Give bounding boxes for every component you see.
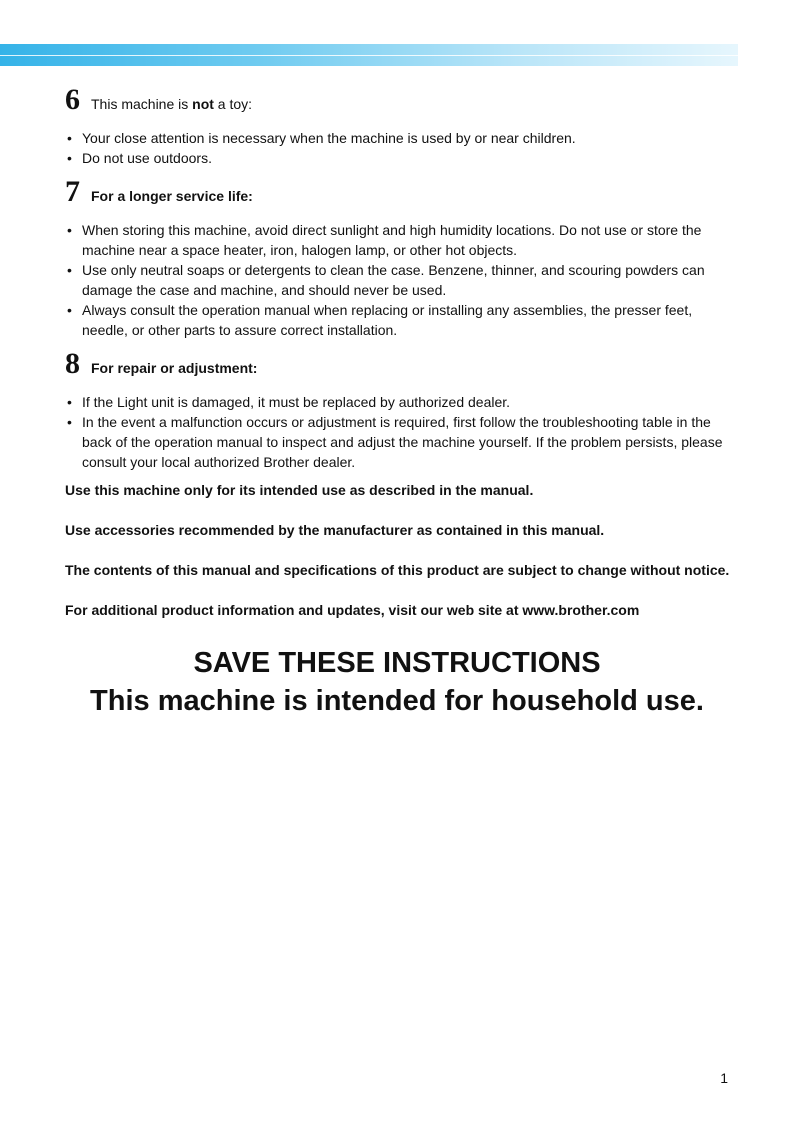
note-subject-to-change: The contents of this manual and specifications of this product are subject to change without notice.	[65, 562, 730, 578]
note-accessories: Use accessories recommended by the manufacturer as contained in this manual.	[65, 522, 605, 538]
list-item: • In the event a malfunction occurs or adjustment is required, first follow the troubleshooting table in the back of the operation manual to inspect and adjust the machine yourself. If the problem persists, please consult your local authorized Brother dealer.	[65, 412, 735, 472]
section-title-post: a toy:	[213, 96, 253, 112]
section-title-emphasis: not	[192, 96, 214, 112]
section-6-list	[65, 128, 735, 168]
section-number: 8	[65, 347, 80, 380]
header-band-line	[0, 55, 738, 56]
section-8-heading	[65, 348, 735, 380]
save-instructions-heading: SAVE THESE INSTRUCTIONS	[193, 647, 601, 679]
section-8-list	[65, 392, 735, 472]
safety-instructions-content	[65, 84, 735, 640]
list-item: • Your close attention is necessary when the machine is used by or near children.	[65, 128, 735, 148]
section-title: For repair or adjustment:	[91, 360, 258, 376]
section-title: For a longer service life:	[91, 188, 253, 204]
list-item: • Do not use outdoors.	[65, 148, 735, 168]
household-use-heading: This machine is intended for household use.	[90, 685, 704, 717]
list-item: • Always consult the operation manual when replacing or installing any assemblies, the presser feet, needle, or other parts to assure correct installation.	[65, 300, 735, 340]
list-item: • When storing this machine, avoid direct sunlight and high humidity locations. Do not use or store the machine near a space heater, iron, halogen lamp, or other hot objects.	[65, 220, 735, 260]
page-number: 1	[720, 1070, 728, 1086]
section-number: 7	[65, 175, 80, 208]
section-title-pre: This machine is	[91, 96, 193, 112]
list-item: • Use only neutral soaps or detergents to clean the case. Benzene, thinner, and scouring powders can damage the case and machine, and should never be used.	[65, 260, 735, 300]
closing-statement	[0, 644, 794, 720]
list-item: • If the Light unit is damaged, it must be replaced by authorized dealer.	[65, 392, 735, 412]
section-7-heading	[65, 176, 735, 208]
note-intended-use: Use this machine only for its intended use as described in the manual.	[65, 482, 534, 498]
note-website: For additional product information and updates, visit our web site at www.brother.com	[65, 602, 640, 618]
section-7-list	[65, 220, 735, 340]
section-number: 6	[65, 83, 80, 116]
usage-notes	[65, 480, 735, 620]
section-title	[91, 96, 252, 112]
section-6-heading	[65, 84, 735, 116]
header-color-band	[0, 44, 738, 66]
